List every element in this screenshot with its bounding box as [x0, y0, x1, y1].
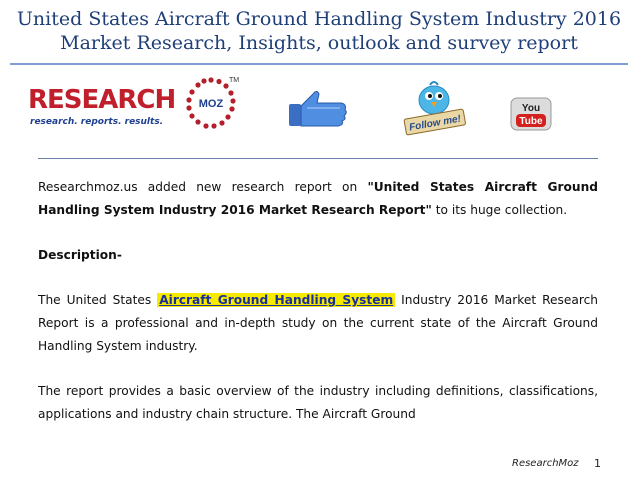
- thumbs-up-icon[interactable]: [285, 88, 355, 128]
- description-label: Description-: [38, 248, 122, 262]
- twitter-bird-icon[interactable]: [400, 80, 470, 138]
- follow-me-text: Follow me!: [408, 113, 462, 134]
- research-logo-tagline: research. reports. results.: [30, 117, 164, 127]
- title-divider: [10, 63, 628, 65]
- intro-text: Researchmoz.us added new research report on: [38, 180, 368, 194]
- title-line-2: Market Research, Insights, outlook and survey report: [60, 32, 578, 54]
- trademark-mark: TM: [228, 77, 240, 84]
- description-text-start: The United States: [38, 293, 158, 307]
- report-title-bold: "United States Aircraft Ground Handling System Industry 2016 Market Research Report": [38, 180, 598, 217]
- title-line-1: United States Aircraft Ground Handling System Industry 2016: [16, 8, 622, 30]
- description-heading: [38, 244, 598, 267]
- youtube-tube-text: Tube: [519, 116, 543, 127]
- description-text-end: Industry 2016 Market Research Report is a professional and in-depth study on the current state of the Aircraft Ground Handling System industry.: [38, 293, 598, 353]
- content-divider: [38, 158, 598, 159]
- footer-brand: ResearchMoz: [512, 458, 579, 469]
- page-number: 1: [594, 457, 601, 470]
- description-paragraph: [38, 289, 598, 358]
- page-title: [0, 7, 638, 55]
- research-logo-word: RESEARCH: [28, 85, 176, 115]
- moz-logo-icon[interactable]: [180, 74, 242, 136]
- aircraft-ground-handling-link[interactable]: Aircraft Ground Handling System: [159, 293, 394, 307]
- overview-paragraph: The report provides a basic overview of the industry including definitions, classifications, applications and industry chain structure. The Aircraft Ground: [38, 384, 598, 421]
- intro-paragraph: [38, 176, 598, 222]
- highlighted-link-wrapper: [157, 293, 395, 307]
- intro-suffix: to its huge collection.: [431, 203, 568, 217]
- document-body: [38, 176, 598, 426]
- youtube-you-text: You: [521, 103, 541, 114]
- youtube-icon[interactable]: [510, 97, 552, 131]
- moz-logo-text: MOZ: [198, 98, 224, 110]
